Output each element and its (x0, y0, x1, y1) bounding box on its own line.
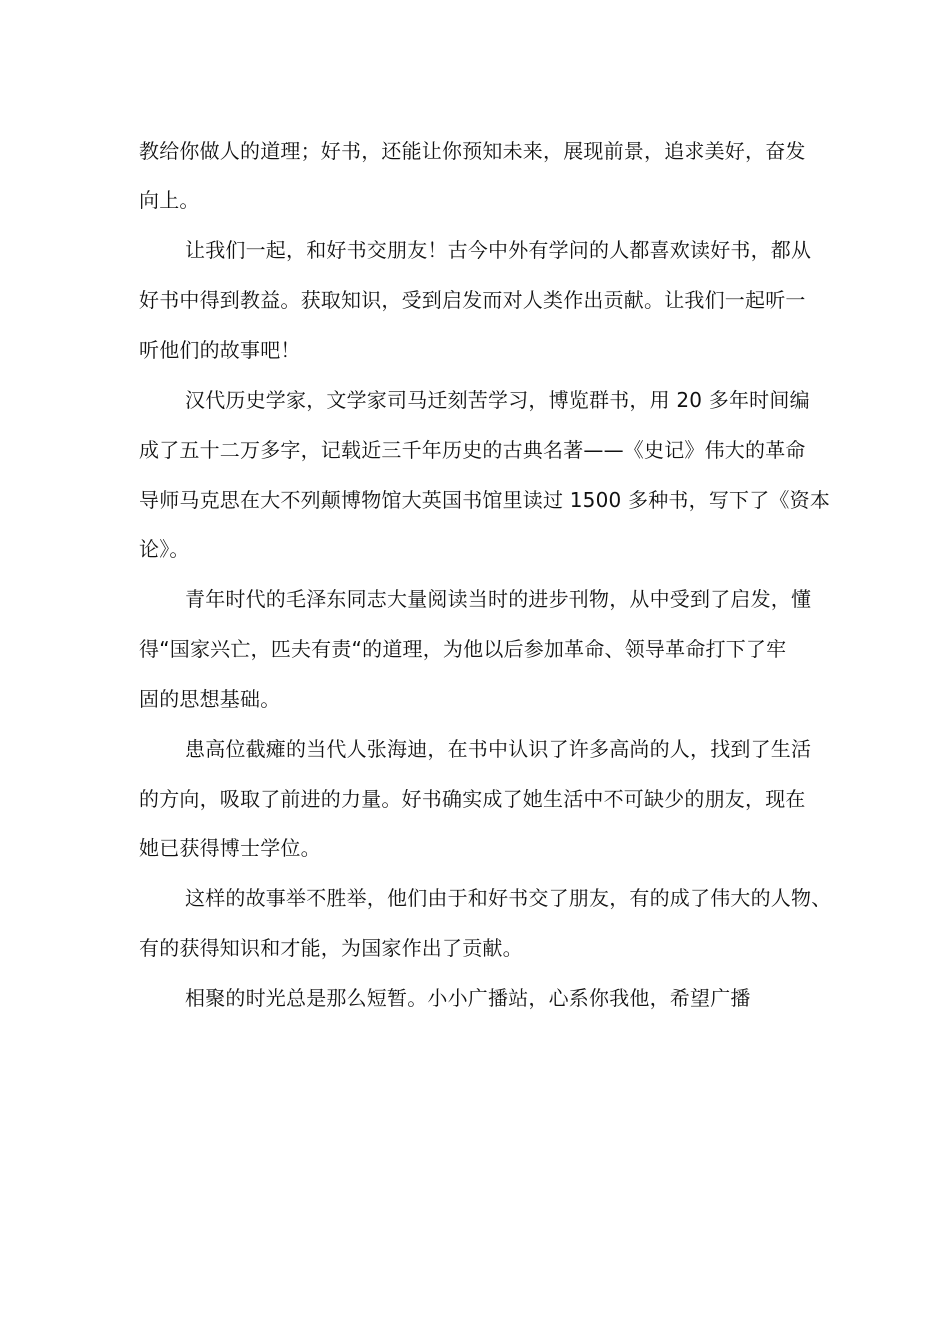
text-line: 导师马克思在大不列颠博物馆大英国书馆里读过 1500 多种书，写下了《资本 (139, 488, 831, 512)
text-line: 有的获得知识和才能，为国家作出了贡献。 (139, 936, 523, 960)
text-line: 向上。 (139, 188, 200, 212)
text-line: 论》。 (139, 537, 190, 561)
text-line: 好书中得到教益。获取知识，受到启发而对人类作出贡献。让我们一起听一 (139, 288, 806, 312)
paragraph-start-line: 患高位截瘫的当代人张海迪，在书中认识了许多高尚的人，找到了生活 (185, 737, 812, 761)
text-line: 成了五十二万多字，记载近三千年历史的古典名著——《史记》伟大的革命 (139, 438, 806, 462)
text-line: 听他们的故事吧！ (139, 338, 301, 362)
text-line: 的方向，吸取了前进的力量。好书确实成了她生活中不可缺少的朋友，现在 (139, 787, 806, 811)
paragraph-start-line: 让我们一起，和好书交朋友！古今中外有学问的人都喜欢读好书，都从 (185, 238, 812, 262)
paragraph-start-line: 汉代历史学家，文学家司马迁刻苦学习，博览群书，用 20 多年时间编 (185, 388, 810, 412)
text-line: 得“国家兴亡，匹夫有责“的道理，为他以后参加革命、领导革命打下了牢 (139, 637, 787, 661)
text-line: 她已获得博士学位。 (139, 836, 321, 860)
text-line: 教给你做人的道理；好书，还能让你预知未来，展现前景，追求美好，奋发 (139, 139, 806, 163)
paragraph-start-line: 这样的故事举不胜举，他们由于和好书交了朋友，有的成了伟大的人物、 (185, 886, 832, 910)
text-line: 固的思想基础。 (139, 687, 281, 711)
paragraph-start-line: 青年时代的毛泽东同志大量阅读当时的进步刊物，从中受到了启发，懂 (185, 587, 812, 611)
paragraph-start-line: 相聚的时光总是那么短暂。小小广播站，心系你我他，希望广播 (185, 986, 751, 1010)
